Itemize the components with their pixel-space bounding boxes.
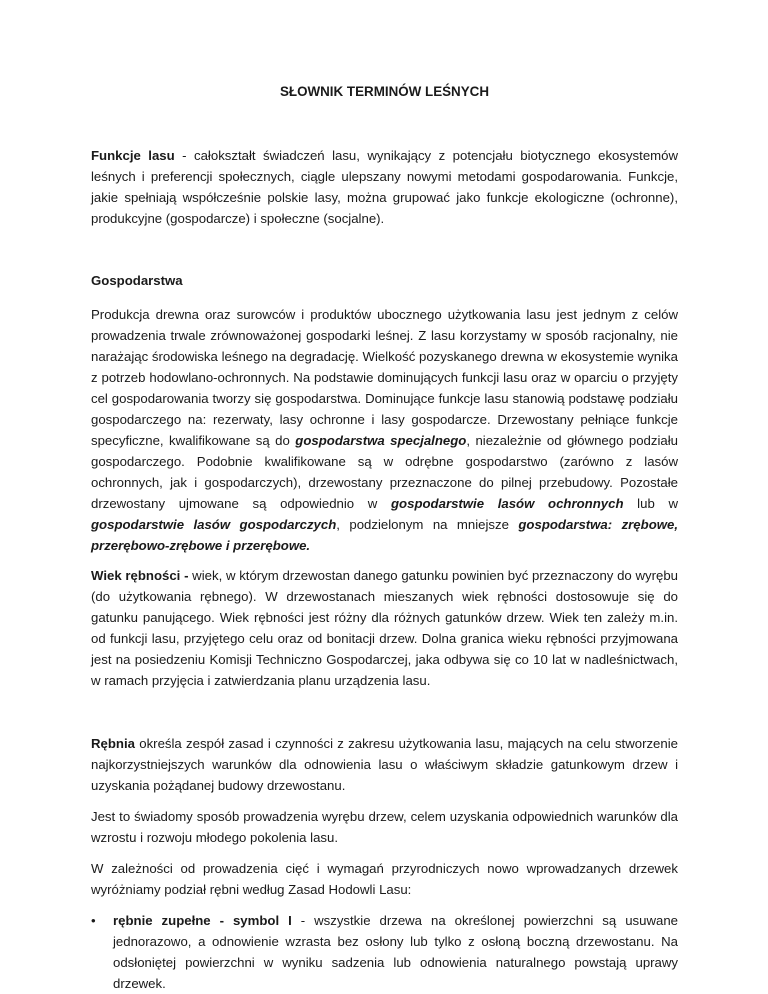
text-run: , niezależnie od głównego podziału gospodarczego. Podobnie kwalifikowane są w odrębne gospodarstwo (zarówno z lasów ochronnych, jak i gospodarczych), drzewostany przeznaczone do pilnej przebudowy. Pozostałe drzewostany ujmowane są odpowiednio w: [91, 433, 678, 511]
bullet-icon: •: [91, 913, 96, 928]
emphasis-lasow-gospodarczych: gospodarstwie lasów gospodarczych: [91, 517, 337, 532]
list-item: [91, 910, 678, 994]
definition-rebnia: [91, 733, 678, 796]
text-run: lub w: [623, 496, 678, 511]
rebnie-list: [91, 910, 678, 994]
paragraph-jest-to: Jest to świadomy sposób prowadzenia wyrębu drzew, celem uzyskania odpowiednich warunków dla wzrostu i rozwoju młodego pokolenia lasu.: [91, 809, 678, 845]
section-heading-gospodarstwa: Gospodarstwa: [91, 273, 183, 288]
emphasis-lasow-ochronnych: gospodarstwie lasów ochronnych: [391, 496, 624, 511]
term-funkcje-lasu: Funkcje lasu: [91, 148, 175, 163]
text-run: Produkcja drewna oraz surowców i produktów ubocznego użytkowania lasu jest jednym z celów prowadzenia trwale zrównoważonej gospodarki leśnej. Z lasu korzystamy w sposób racjonalny, nie narażając środowiska leśnego na degradację. Wielkość pozyskanego drewna w ekosystemie wynika z potrzeb hodowlano-ochronnych. Na podstawie dominujących funkcji lasu oraz w oparciu o przyjęty cel gospodarowania tworzy się gospodarstwa. Dominujące funkcje lasu stanowią podstawę podziału gospodarczego na: rezerwaty, lasy ochronne i lasy gospodarcze. Drzewostany pełniące funkcje specyficzne, kwalifikowane są do: [91, 307, 678, 448]
term-rebnie-zupelne: rębnie zupełne - symbol I: [113, 913, 292, 928]
paragraph-w-zaleznosci: W zależności od prowadzenia cięć i wymagań przyrodniczych nowo wprowadzanych drzewek wyróżniamy podział rębni według Zasad Hodowli Lasu:: [91, 861, 678, 897]
term-wiek-rebnosci: Wiek rębności -: [91, 568, 189, 583]
definition-text: określa zespół zasad i czynności z zakresu użytkowania lasu, mających na celu stworzenie najkorzystniejszych warunków dla odnowienia lasu o właściwym składzie gatunkowym drzew i uzyskania pożądanej budowy drzewostanu.: [91, 736, 678, 793]
definition-text: wiek, w którym drzewostan danego gatunku powinien być przeznaczony do wyrębu (do użytkowania rębnego). W drzewostanach mieszanych wiek rębności dostosowuje się do gatunku panującego. Wiek rębności jest różny dla różnych gatunków drzew. Wiek ten zależy m.in. od funkcji lasu, przyjętego celu oraz od bonitacji drzew. Dolna granica wieku rębności przyjmowana jest na posiedzeniu Komisji Techniczno Gospodarczej, jaka odbywa się co 10 lat w nadleśnictwach, w ramach przyjęcia i zatwierdzania planu urządzenia lasu.: [91, 568, 678, 688]
paragraph-gospodarstwa: [91, 304, 678, 556]
definition-wiek-rebnosci: [91, 565, 678, 691]
emphasis-gospodarstwa-specjalnego: gospodarstwa specjalnego: [295, 433, 467, 448]
term-rebnia: Rębnia: [91, 736, 135, 751]
list-item-text: - wszystkie drzewa na określonej powierzchni są usuwane jednorazowo, a odnowienie wzrasta bez osłony lub tylko z osłoną boczną drzewostanu. Na odsłoniętej powierzchni w wyniku sadzenia lub odnowienia naturalnego powstają uprawy drzewek.: [113, 913, 678, 991]
document-title: SŁOWNIK TERMINÓW LEŚNYCH: [279, 84, 490, 99]
definition-text: - całokształt świadczeń lasu, wynikający z potencjału biotycznego ekosystemów leśnych i preferencji społecznych, ciągle ulepszany nowymi metodami gospodarowania. Funkcje, jakie spełniają współcześnie polskie lasy, można grupować jako funkcje ekologiczne (ochronne), produkcyjne (gospodarcze) i społeczne (socjalne).: [91, 148, 678, 226]
definition-funkcje-lasu: [91, 145, 678, 229]
text-run: , podzielonym na mniejsze: [336, 517, 519, 532]
emphasis-gospodarstwa-typy: gospodarstwa: zrębowe, przerębowo-zrębowe i przerębowe.: [91, 517, 679, 553]
